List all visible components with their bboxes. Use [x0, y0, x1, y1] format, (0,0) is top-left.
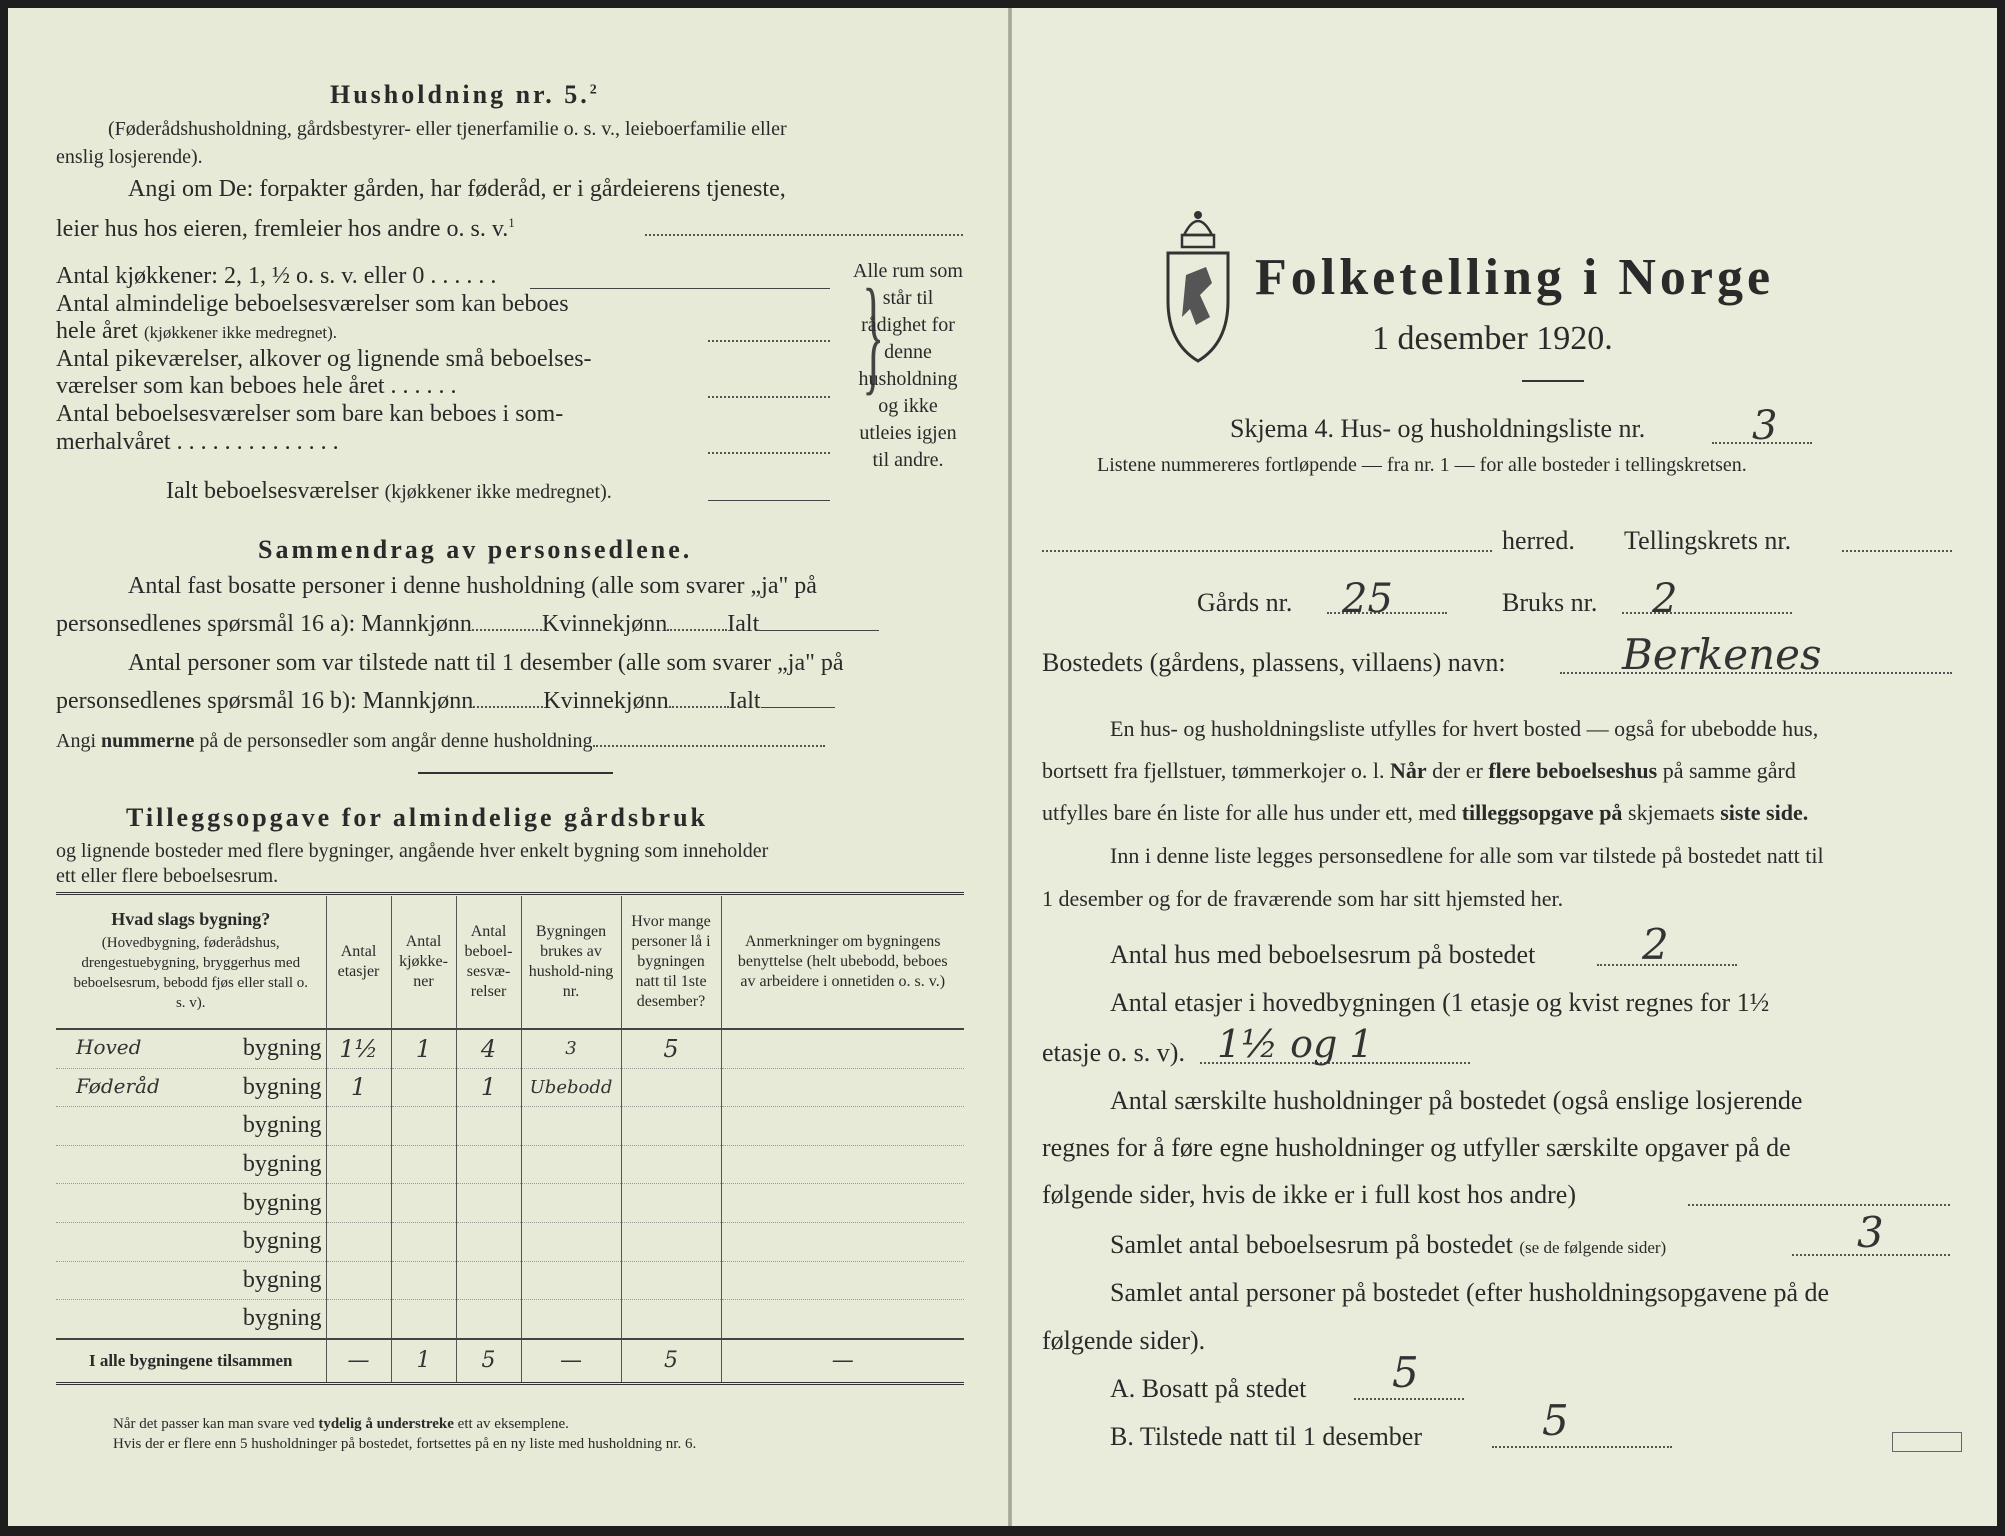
total-label: I alle bygningene tilsammen: [88, 1350, 293, 1370]
building-name-cell: [56, 1107, 326, 1146]
tellingskrets-label: Tellingskrets nr.: [1624, 526, 1792, 555]
total-husholdning: —: [521, 1339, 621, 1384]
building-row: [56, 1068, 964, 1107]
alm-label-2: hele året (kjøkkener ikke medregnet).: [56, 318, 337, 344]
total-anmerkninger: —: [721, 1339, 964, 1384]
bosatt-value: 5: [1392, 1348, 1419, 1397]
building-label: bygning: [242, 1228, 322, 1255]
ialt-label: Ialt beboelsesværelser (kjøkkener ikke medregnet).: [166, 478, 612, 504]
building-kj-cell: [391, 1068, 456, 1107]
building-bb-cell: 1: [456, 1068, 521, 1107]
building-anm-cell: [721, 1068, 964, 1107]
building-anm-cell: [721, 1222, 964, 1261]
building-et-cell: [326, 1222, 391, 1261]
instr-line-1: En hus- og husholdningsliste utfylles for hvert bosted — også for ubebodde hus,: [1110, 716, 1819, 741]
herred-answer-line: [1042, 550, 1492, 552]
gards-label: Gårds nr.: [1197, 588, 1293, 617]
sarsk-answer-line: [1688, 1204, 1950, 1206]
herred-label: herred.: [1502, 526, 1575, 555]
building-name-cell: [56, 1222, 326, 1261]
left-page: [8, 8, 1008, 1526]
footnote-2: Hvis der er flere enn 5 husholdninger på bostedet, fortsettes på en ny liste med husholdning nr. 6.: [113, 1436, 697, 1452]
alm-label-1: Antal almindelige beboelsesværelser som kan beboes: [56, 291, 569, 317]
hus-value: 2: [1642, 920, 1669, 969]
bruks-number: 2: [1652, 576, 1678, 622]
building-et-cell: [326, 1145, 391, 1184]
total-beboelse: 5: [456, 1339, 521, 1384]
bruks-label: Bruks nr.: [1502, 588, 1598, 617]
building-bb-cell: [456, 1261, 521, 1300]
tilstede-value: 5: [1542, 1396, 1569, 1445]
building-anm-cell: [721, 1261, 964, 1300]
sommer-answer-line: [708, 452, 830, 454]
coat-of-arms-icon: [1162, 205, 1234, 365]
building-name-cell: [56, 1300, 326, 1339]
building-hh-cell: Ubebodd: [521, 1068, 621, 1107]
nummer-line: Angi nummerne på de personsedler som angår denne husholdning: [56, 730, 825, 753]
intro-line: (Føderådshusholdning, gårdsbestyrer- eller tjenerfamilie o. s. v., leieboerfamilie eller: [108, 118, 787, 140]
sarsk-line-3: følgende sider, hvis de ikke er i full kost hos andre): [1042, 1180, 1576, 1209]
tillegg-line-2: ett eller flere beboelsesrum.: [56, 865, 279, 887]
sarsk-line-2: regnes for å føre egne husholdninger og utfyller særskilte opgaver på de: [1042, 1133, 1791, 1162]
instr-line-4: Inn i denne liste legges personsedlene for alle som var tilstede på bostedet natt til: [1110, 843, 1824, 868]
building-hh-cell: [521, 1261, 621, 1300]
building-row: [56, 1184, 964, 1223]
building-bb-cell: 4: [456, 1029, 521, 1068]
header-kjokkener: Antal kjøkke-ner: [391, 896, 456, 1029]
sarsk-line-1: Antal særskilte husholdninger på bostedet (også enslige losjerende: [1110, 1086, 1803, 1115]
total-etasjer: —: [326, 1339, 391, 1384]
header-personer: Hvor mange personer lå i bygningen natt til 1ste desember?: [621, 896, 721, 1029]
kjokkener-label: Antal kjøkkener: 2, 1, ½ o. s. v. eller 0 . . . . . .: [56, 263, 497, 289]
samlet-pers-line-2: følgende sider).: [1042, 1326, 1206, 1355]
building-hh-cell: 3: [521, 1029, 621, 1068]
building-name-cell: [56, 1184, 326, 1223]
gards-number: 25: [1342, 576, 1393, 622]
building-bb-cell: [456, 1222, 521, 1261]
building-et-cell: [326, 1184, 391, 1223]
building-pers-cell: [621, 1184, 721, 1223]
building-et-cell: [326, 1107, 391, 1146]
alm-answer-line: [708, 340, 830, 342]
building-pers-cell: [621, 1107, 721, 1146]
building-row: [56, 1300, 964, 1339]
bosted-name: Berkenes: [1622, 630, 1822, 679]
building-table: [56, 896, 964, 1385]
pike-label-1: Antal pikeværelser, alkover og lignende små beboelses-: [56, 346, 592, 372]
footnote-1: Når det passer kan man svare ved tydelig å understreke ett av eksemplene.: [113, 1416, 569, 1432]
building-bb-cell: [456, 1300, 521, 1339]
brace-symbol: }: [862, 263, 885, 407]
intro-line-2: enslig losjerende).: [56, 146, 203, 168]
building-label: bygning: [242, 1266, 322, 1293]
brace-note: Alle rum som står til rådighet for denne husholdning og ikke utleies igjen til andre.: [853, 260, 963, 471]
building-label: bygning: [242, 1189, 322, 1216]
sammendrag-title: Sammendrag av personsedlene.: [258, 535, 693, 564]
tilstede-line-2: personsedlenes spørsmål 16 b): Mannkjønn Kvinnekjønn Ialt: [56, 688, 835, 715]
header-anmerkninger: Anmerkninger om bygningens benyttelse (helt ubebodd, beboes av arbeidere i onnetiden o. s. v.): [721, 896, 964, 1029]
building-et-cell: [326, 1300, 391, 1339]
building-label: bygning: [242, 1112, 322, 1139]
building-hh-cell: [521, 1184, 621, 1223]
building-name-cell: [56, 1145, 326, 1184]
building-name: Føderåd: [76, 1073, 160, 1098]
header-building-type: Hvad slags bygning? (Hovedbygning, føderådshus, drengestuebygning, bryggerhus med beboelsesrum, bebodd fjøs eller stall o. s. v).: [56, 896, 326, 1029]
etasjer-value: 1½ og 1: [1217, 1022, 1374, 1066]
building-anm-cell: [721, 1184, 964, 1223]
building-hh-cell: [521, 1222, 621, 1261]
tillegg-line-1: og lignende bosteder med flere bygninger, angående hver enkelt bygning som inneholder: [56, 840, 769, 862]
building-bb-cell: [456, 1107, 521, 1146]
building-pers-cell: [621, 1068, 721, 1107]
building-name-cell: [56, 1068, 326, 1107]
kjokkener-answer-line: [530, 288, 830, 289]
printer-stamp: [1892, 1432, 1962, 1452]
building-kj-cell: 1: [391, 1029, 456, 1068]
bosatt-answer-line: [1354, 1398, 1464, 1400]
total-kjokkener: 1: [391, 1339, 456, 1384]
header-beboelse: Antal beboel-sesvæ-relser: [456, 896, 521, 1029]
pike-answer-line: [708, 396, 830, 398]
building-kj-cell: [391, 1222, 456, 1261]
building-row: [56, 1261, 964, 1300]
bosted-label: Bostedets (gårdens, plassens, villaens) navn:: [1042, 648, 1506, 677]
building-et-cell: 1: [326, 1068, 391, 1107]
samlet-rum-value: 3: [1857, 1208, 1884, 1257]
etasjer-line-2: etasje o. s. v).: [1042, 1038, 1185, 1067]
bosatt-label: A. Bosatt på stedet: [1110, 1374, 1307, 1403]
fast-line-2: personsedlenes spørsmål 16 a): Mannkjønn Kvinnekjønn Ialt: [56, 611, 879, 638]
building-name: Hoved: [76, 1035, 142, 1060]
total-personer: 5: [621, 1339, 721, 1384]
title-divider: [1522, 380, 1584, 382]
building-label: bygning: [242, 1151, 322, 1178]
building-bb-cell: [456, 1184, 521, 1223]
right-page: [1012, 8, 1997, 1526]
census-title: Folketelling i Norge: [1255, 249, 1775, 306]
angi-answer-line: [645, 234, 963, 236]
header-brukes: Bygningen brukes av hushold-ning nr.: [521, 896, 621, 1029]
bruks-answer-line: [1622, 612, 1792, 614]
building-label: bygning: [242, 1073, 322, 1100]
building-pers-cell: [621, 1145, 721, 1184]
building-anm-cell: [721, 1107, 964, 1146]
sommer-label-2: merhalvåret . . . . . . . . . . . . . .: [56, 429, 339, 455]
fast-line-1: Antal fast bosatte personer i denne husholdning (alle som svarer „ja" på: [128, 573, 817, 599]
pike-label-2: værelser som kan beboes hele året . . . . . .: [56, 373, 457, 399]
building-row: [56, 1107, 964, 1146]
building-pers-cell: [621, 1261, 721, 1300]
building-label: bygning: [242, 1035, 322, 1062]
building-et-cell: 1½: [326, 1029, 391, 1068]
census-date: 1 desember 1920.: [1372, 320, 1613, 357]
building-name-cell: [56, 1261, 326, 1300]
building-pers-cell: [621, 1300, 721, 1339]
building-pers-cell: 5: [621, 1029, 721, 1068]
building-row: [56, 1029, 964, 1068]
building-bb-cell: [456, 1145, 521, 1184]
building-row: [56, 1222, 964, 1261]
hus-label: Antal hus med beboelsesrum på bostedet: [1110, 940, 1536, 969]
building-kj-cell: [391, 1300, 456, 1339]
building-hh-cell: [521, 1107, 621, 1146]
building-et-cell: [326, 1261, 391, 1300]
instr-line-2: bortsett fra fjellstuer, tømmerkojer o. l. Når der er flere beboelseshus på samme gård: [1042, 758, 1796, 783]
listene-note: Listene nummereres fortløpende — fra nr. 1 — for alle bosteder i tellingskretsen.: [1097, 454, 1747, 476]
building-hh-cell: [521, 1145, 621, 1184]
skjema-label: Skjema 4. Hus- og husholdningsliste nr.: [1230, 414, 1646, 443]
instr-line-5: 1 desember og for de fraværende som har sitt hjemsted her.: [1042, 886, 1564, 911]
sommer-label-1: Antal beboelsesværelser som bare kan beboes i som-: [56, 401, 564, 427]
building-name-cell: [56, 1029, 326, 1068]
building-kj-cell: [391, 1145, 456, 1184]
building-anm-cell: [721, 1029, 964, 1068]
building-anm-cell: [721, 1300, 964, 1339]
tellingskrets-answer-line: [1842, 550, 1952, 552]
section-divider: [418, 772, 613, 774]
table-top-rule: [56, 892, 964, 895]
instr-line-3: utfylles bare én liste for alle hus under ett, med tilleggsopgave på skjemaets siste side.: [1042, 800, 1809, 825]
tillegg-title: Tilleggsopgave for almindelige gårdsbruk: [126, 803, 709, 832]
angi-line-1: Angi om De: forpakter gården, har føderåd, er i gårdeierens tjeneste,: [128, 176, 786, 202]
building-anm-cell: [721, 1145, 964, 1184]
building-label: bygning: [242, 1305, 322, 1332]
building-kj-cell: [391, 1261, 456, 1300]
etasjer-line-1: Antal etasjer i hovedbygningen (1 etasje og kvist regnes for 1½: [1110, 988, 1770, 1017]
building-pers-cell: [621, 1222, 721, 1261]
tilstede-line-1: Antal personer som var tilstede natt til 1 desember (alle som svarer „ja" på: [128, 650, 844, 676]
building-row: [56, 1145, 964, 1184]
building-kj-cell: [391, 1184, 456, 1223]
tilstede-label: B. Tilstede natt til 1 desember: [1110, 1422, 1422, 1451]
building-kj-cell: [391, 1107, 456, 1146]
samlet-rum-label: Samlet antal beboelsesrum på bostedet (se de følgende sider): [1110, 1230, 1667, 1259]
skjema-number: 3: [1752, 403, 1778, 449]
angi-line-2: leier hus hos eieren, fremleier hos andre o. s. v.$^1$: [56, 215, 515, 242]
building-hh-cell: [521, 1300, 621, 1339]
ialt-answer-line: [708, 500, 830, 501]
header-etasjer: Antal etasjer: [326, 896, 391, 1029]
samlet-pers-line-1: Samlet antal personer på bostedet (efter husholdningsopgavene på de: [1110, 1278, 1830, 1307]
tilstede-answer-line: [1492, 1446, 1672, 1448]
household-title: Husholdning nr. 5.$^2$: [330, 80, 600, 109]
